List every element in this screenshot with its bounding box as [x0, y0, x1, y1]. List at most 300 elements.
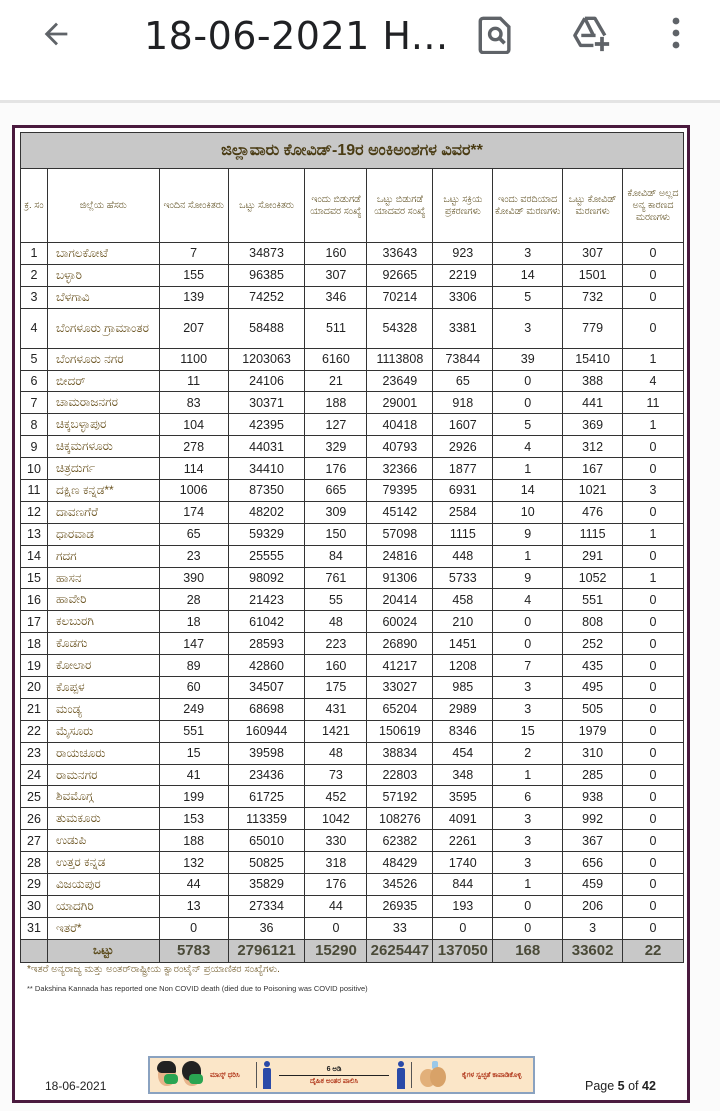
total-positive: 27334: [228, 895, 305, 917]
total-deaths: 495: [563, 677, 623, 699]
district-name: ಚಾಮರಾಜನಗರ: [47, 392, 159, 414]
table-row: [21, 545, 684, 567]
district-covid-table: [20, 132, 684, 963]
today-deaths: 39: [493, 348, 563, 370]
today-positive: 83: [159, 392, 228, 414]
table-row: [21, 830, 684, 852]
active-cases: 918: [433, 392, 493, 414]
today-positive: 15: [159, 742, 228, 764]
total-positive: 113359: [228, 808, 305, 830]
footnote-others: *ಇತರೆ ಅನ್ಯರಾಜ್ಯ ಮತ್ತು ಅಂತರ್‌ರಾಷ್ಟ್ರೀಯ ಕ್ವಾರಂಟೈನ್ ಪ್ರಯಾಣಿಕರ ಸಂಖ್ಯೆಗಳು.: [27, 964, 280, 975]
total-deaths: 808: [563, 611, 623, 633]
today-discharged: 84: [305, 545, 367, 567]
total-positive: 59329: [228, 523, 305, 545]
active-cases: 458: [433, 589, 493, 611]
district-name: ಗದಗ: [47, 545, 159, 567]
non-covid-deaths: 0: [623, 243, 684, 265]
today-discharged: 55: [305, 589, 367, 611]
total-discharged: 54328: [367, 308, 433, 348]
district-name: ರಾಮನಗರ: [47, 764, 159, 786]
total-positive: 21423: [228, 589, 305, 611]
active-cases: 73844: [433, 348, 493, 370]
today-discharged: 6160: [305, 348, 367, 370]
add-to-drive-button[interactable]: [572, 12, 612, 56]
total-deaths: 312: [563, 436, 623, 458]
district-name: ಮೈಸೂರು: [47, 720, 159, 742]
total-positive: 68698: [228, 698, 305, 720]
total-deaths: 732: [563, 286, 623, 308]
row-sl: 24: [21, 764, 48, 786]
today-discharged: 127: [305, 414, 367, 436]
table-row: [21, 458, 684, 480]
total-deaths: 938: [563, 786, 623, 808]
active-cases: 65: [433, 370, 493, 392]
row-sl: 19: [21, 655, 48, 677]
row-sl: 29: [21, 874, 48, 896]
today-deaths: 0: [493, 895, 563, 917]
total-discharged: 108276: [367, 808, 433, 830]
total-deaths: 435: [563, 655, 623, 677]
non-covid-deaths: 0: [623, 458, 684, 480]
total-deaths: 1501: [563, 264, 623, 286]
total-positive: 65010: [228, 830, 305, 852]
today-deaths: 3: [493, 243, 563, 265]
active-cases: 3306: [433, 286, 493, 308]
district-name: ವಿಜಯಪುರ: [47, 874, 159, 896]
today-deaths: 3: [493, 308, 563, 348]
table-row: [21, 370, 684, 392]
non-covid-deaths: 1: [623, 567, 684, 589]
total-discharged: 65204: [367, 698, 433, 720]
arrow-left-icon: [39, 17, 73, 51]
total-discharged: 40418: [367, 414, 433, 436]
today-discharged: 48: [305, 611, 367, 633]
today-positive: 13: [159, 895, 228, 917]
district-name: ಬಾಗಲಕೋಟೆ: [47, 243, 159, 265]
district-name: ತುಮಕೂರು: [47, 808, 159, 830]
today-positive: 155: [159, 264, 228, 286]
row-sl: 11: [21, 480, 48, 502]
today-deaths: 14: [493, 480, 563, 502]
table-row: [21, 895, 684, 917]
non-covid-deaths: 0: [623, 308, 684, 348]
row-sl: 27: [21, 830, 48, 852]
total-discharged: 48429: [367, 852, 433, 874]
active-cases: 5733: [433, 567, 493, 589]
table-row: [21, 633, 684, 655]
row-sl: 15: [21, 567, 48, 589]
pdf-viewer[interactable]: [0, 103, 720, 1111]
row-sl: 7: [21, 392, 48, 414]
today-discharged: 1042: [305, 808, 367, 830]
header-non-covid-deaths: ಕೋವಿಡ್ ಅಲ್ಲದ ಅನ್ಯ ಕಾರಣದ ಮರಣಗಳು: [623, 169, 684, 243]
today-positive: 132: [159, 852, 228, 874]
today-positive: 7: [159, 243, 228, 265]
total-positive: 36: [228, 917, 305, 939]
table-row: [21, 348, 684, 370]
back-button[interactable]: [36, 14, 76, 54]
table-row: [21, 264, 684, 286]
total-discharged: 33643: [367, 243, 433, 265]
today-deaths: 0: [493, 611, 563, 633]
total-deaths: 779: [563, 308, 623, 348]
row-sl: 25: [21, 786, 48, 808]
district-name: ಕೋಲಾರ: [47, 655, 159, 677]
total-positive: 44031: [228, 436, 305, 458]
non-covid-deaths: 0: [623, 808, 684, 830]
active-cases: 8346: [433, 720, 493, 742]
total-deaths: 167: [563, 458, 623, 480]
table-row: [21, 917, 684, 939]
table-row: [21, 742, 684, 764]
today-positive: 44: [159, 874, 228, 896]
total-positive: 34507: [228, 677, 305, 699]
person-icon: [397, 1061, 405, 1089]
hand-wash-text: ಕೈಗಳ ಸ್ವಚ್ಛತೆ ಕಾಪಾಡಿಕೊಳ್ಳಿ: [462, 1071, 522, 1079]
total-deaths: 291: [563, 545, 623, 567]
total-discharged: 23649: [367, 370, 433, 392]
total-deaths: 307: [563, 243, 623, 265]
row-sl: 20: [21, 677, 48, 699]
table-row: [21, 523, 684, 545]
today-discharged: 175: [305, 677, 367, 699]
today-deaths: 3: [493, 808, 563, 830]
active-cases: 1740: [433, 852, 493, 874]
today-discharged: 223: [305, 633, 367, 655]
table-row: [21, 308, 684, 348]
today-discharged: 150: [305, 523, 367, 545]
today-positive: 23: [159, 545, 228, 567]
non-covid-deaths: 0: [623, 874, 684, 896]
today-discharged: 160: [305, 243, 367, 265]
non-covid-deaths: 0: [623, 830, 684, 852]
total-active: 137050: [433, 939, 493, 962]
district-name: ಚಿಕ್ಕಬಳ್ಳಾಪುರ: [47, 414, 159, 436]
total-discharged: 60024: [367, 611, 433, 633]
table-row: [21, 392, 684, 414]
district-name: ಹಾಸನ: [47, 567, 159, 589]
total-today-positive: 5783: [159, 939, 228, 962]
today-positive: 28: [159, 589, 228, 611]
non-covid-deaths: 11: [623, 392, 684, 414]
total-discharged: 41217: [367, 655, 433, 677]
page-of: of: [624, 1079, 642, 1093]
total-discharged: 32366: [367, 458, 433, 480]
total-positive: 98092: [228, 567, 305, 589]
active-cases: 193: [433, 895, 493, 917]
row-sl: 16: [21, 589, 48, 611]
total-today-discharged: 15290: [305, 939, 367, 962]
today-discharged: 0: [305, 917, 367, 939]
non-covid-deaths: 0: [623, 742, 684, 764]
today-positive: 188: [159, 830, 228, 852]
total-positive: 160944: [228, 720, 305, 742]
row-sl: 17: [21, 611, 48, 633]
total-deaths: 3: [563, 917, 623, 939]
today-discharged: 160: [305, 655, 367, 677]
person-icon: [263, 1061, 271, 1089]
today-positive: 199: [159, 786, 228, 808]
district-name: ದಾವಣಗೆರೆ: [47, 501, 159, 523]
total-deaths: 310: [563, 742, 623, 764]
active-cases: 1607: [433, 414, 493, 436]
total-deaths: 15410: [563, 348, 623, 370]
today-deaths: 1: [493, 874, 563, 896]
district-name: ಬಳ್ಳಾರಿ: [47, 264, 159, 286]
row-sl: 3: [21, 286, 48, 308]
distance-bottom-text: ದೈಹಿಕ ಅಂತರ ಪಾಲಿಸಿ: [309, 1077, 359, 1085]
header-today-deaths: ಇಂದು ವರದಿಯಾದ ಕೋವಿಡ್ ಮರಣಗಳು: [493, 169, 563, 243]
today-deaths: 9: [493, 567, 563, 589]
header-today-positive: ಇಂದಿನ ಸೋಂಕಿತರು: [159, 169, 228, 243]
today-discharged: 44: [305, 895, 367, 917]
total-deaths: 367: [563, 830, 623, 852]
today-deaths: 3: [493, 677, 563, 699]
total-positive: 42860: [228, 655, 305, 677]
table-row: [21, 698, 684, 720]
footer-page-number: [585, 1079, 656, 1093]
header-sl: ಕ್ರ. ಸಂ: [21, 169, 48, 243]
non-covid-deaths: 0: [623, 917, 684, 939]
district-name: ಹಾವೇರಿ: [47, 589, 159, 611]
active-cases: 985: [433, 677, 493, 699]
total-deaths: 369: [563, 414, 623, 436]
today-positive: 114: [159, 458, 228, 480]
today-discharged: 176: [305, 874, 367, 896]
total-positive: 39598: [228, 742, 305, 764]
row-sl: 30: [21, 895, 48, 917]
header-total-discharged: ಒಟ್ಟು ಬಿಡುಗಡೆ ಯಾದವರ ಸಂಖ್ಯೆ: [367, 169, 433, 243]
row-sl: 10: [21, 458, 48, 480]
masked-face-icon: [181, 1062, 203, 1088]
total-discharged: 20414: [367, 589, 433, 611]
masked-face-icon: [156, 1062, 178, 1088]
today-deaths: 0: [493, 633, 563, 655]
header-total-positive: ಒಟ್ಟು ಸೋಂಕಿತರು: [228, 169, 305, 243]
today-positive: 278: [159, 436, 228, 458]
active-cases: 1451: [433, 633, 493, 655]
row-sl: 31: [21, 917, 48, 939]
row-sl: 12: [21, 501, 48, 523]
today-discharged: 309: [305, 501, 367, 523]
today-deaths: 14: [493, 264, 563, 286]
active-cases: 448: [433, 545, 493, 567]
today-positive: 104: [159, 414, 228, 436]
page-prefix: Page: [585, 1079, 618, 1093]
active-cases: 2584: [433, 501, 493, 523]
total-positive: 96385: [228, 264, 305, 286]
total-deaths: 1115: [563, 523, 623, 545]
non-covid-deaths: 0: [623, 655, 684, 677]
row-sl: 13: [21, 523, 48, 545]
today-discharged: 48: [305, 742, 367, 764]
district-name: ಕೊಪ್ಪಳ: [47, 677, 159, 699]
total-label: ಒಟ್ಟು: [47, 939, 159, 962]
today-discharged: 665: [305, 480, 367, 502]
today-deaths: 5: [493, 286, 563, 308]
row-sl: 23: [21, 742, 48, 764]
district-name: ಇತರೆ*: [47, 917, 159, 939]
distance-arrow-icon: [279, 1075, 389, 1076]
row-sl: 9: [21, 436, 48, 458]
row-sl: 5: [21, 348, 48, 370]
table-row: [21, 414, 684, 436]
today-discharged: 431: [305, 698, 367, 720]
active-cases: 1115: [433, 523, 493, 545]
non-covid-deaths: 0: [623, 545, 684, 567]
today-deaths: 7: [493, 655, 563, 677]
active-cases: 3595: [433, 786, 493, 808]
today-deaths: 3: [493, 852, 563, 874]
total-deaths: 459: [563, 874, 623, 896]
non-covid-deaths: 0: [623, 764, 684, 786]
active-cases: 844: [433, 874, 493, 896]
non-covid-deaths: 0: [623, 786, 684, 808]
total-total-positive: 2796121: [228, 939, 305, 962]
today-positive: 174: [159, 501, 228, 523]
total-deaths: 476: [563, 501, 623, 523]
header-district: ಜಿಲ್ಲೆಯ ಹೆಸರು: [47, 169, 159, 243]
active-cases: 2989: [433, 698, 493, 720]
district-name: ಕಲಬುರಗಿ: [47, 611, 159, 633]
district-name: ಚಿಕ್ಕಮಗಳೂರು: [47, 436, 159, 458]
total-discharged: 91306: [367, 567, 433, 589]
non-covid-deaths: 1: [623, 348, 684, 370]
mask-text: ಮಾಸ್ಕ್ ಧರಿಸಿ: [210, 1071, 240, 1079]
total-positive: 1203063: [228, 348, 305, 370]
footnote-dakshina-kannada: ** Dakshina Kannada has reported one Non COVID death (died due to Poisoning was COVID positive): [27, 984, 368, 993]
total-deaths: 656: [563, 852, 623, 874]
active-cases: 3381: [433, 308, 493, 348]
total-discharged: 33: [367, 917, 433, 939]
total-positive: 61725: [228, 786, 305, 808]
district-name: ಉತ್ತರ ಕನ್ನಡ: [47, 852, 159, 874]
total-deaths: 206: [563, 895, 623, 917]
total-discharged: 26890: [367, 633, 433, 655]
total-discharged: 40793: [367, 436, 433, 458]
today-deaths: 3: [493, 830, 563, 852]
total-non-covid-deaths: 22: [623, 939, 684, 962]
today-deaths: 15: [493, 720, 563, 742]
distance-top-text: 6 ಅಡಿ: [326, 1065, 342, 1073]
today-discharged: 330: [305, 830, 367, 852]
non-covid-deaths: 0: [623, 895, 684, 917]
today-deaths: 1: [493, 764, 563, 786]
covid-safety-banner: [148, 1056, 535, 1094]
row-sl: 4: [21, 308, 48, 348]
district-name: ಬೀದರ್: [47, 370, 159, 392]
table-row: [21, 808, 684, 830]
today-positive: 41: [159, 764, 228, 786]
table-row: [21, 501, 684, 523]
today-positive: 207: [159, 308, 228, 348]
total-total-deaths: 33602: [563, 939, 623, 962]
app-bar: [0, 0, 720, 100]
total-deaths: 1052: [563, 567, 623, 589]
total-positive: 42395: [228, 414, 305, 436]
district-name: ಮಂಡ್ಯ: [47, 698, 159, 720]
find-in-page-button[interactable]: [476, 12, 516, 56]
total-positive: 34873: [228, 243, 305, 265]
row-sl: 1: [21, 243, 48, 265]
today-deaths: 10: [493, 501, 563, 523]
row-sl: 22: [21, 720, 48, 742]
table-row: [21, 286, 684, 308]
non-covid-deaths: 1: [623, 414, 684, 436]
row-sl: 26: [21, 808, 48, 830]
banner-separator: [256, 1062, 257, 1088]
non-covid-deaths: 0: [623, 611, 684, 633]
today-discharged: 21: [305, 370, 367, 392]
non-covid-deaths: 0: [623, 677, 684, 699]
table-row: [21, 480, 684, 502]
total-discharged: 57192: [367, 786, 433, 808]
table-row: [21, 786, 684, 808]
total-discharged: 79395: [367, 480, 433, 502]
today-discharged: 761: [305, 567, 367, 589]
non-covid-deaths: 4: [623, 370, 684, 392]
district-name: ಶಿವಮೊಗ್ಗ: [47, 786, 159, 808]
table-row: [21, 677, 684, 699]
non-covid-deaths: 0: [623, 698, 684, 720]
total-positive: 28593: [228, 633, 305, 655]
total-positive: 50825: [228, 852, 305, 874]
active-cases: 210: [433, 611, 493, 633]
today-deaths: 5: [493, 414, 563, 436]
total-discharged: 24816: [367, 545, 433, 567]
today-discharged: 346: [305, 286, 367, 308]
district-name: ಬೆಳಗಾವಿ: [47, 286, 159, 308]
today-positive: 1006: [159, 480, 228, 502]
district-name: ಬೆಂಗಳೂರು ನಗರ: [47, 348, 159, 370]
table-row: [21, 589, 684, 611]
today-deaths: 4: [493, 589, 563, 611]
today-positive: 60: [159, 677, 228, 699]
total-discharged: 38834: [367, 742, 433, 764]
more-options-button[interactable]: [656, 12, 696, 56]
today-deaths: 2: [493, 742, 563, 764]
table-row: [21, 611, 684, 633]
hand-wash-icon: [418, 1061, 448, 1089]
find-in-page-icon: [478, 14, 514, 54]
non-covid-deaths: 0: [623, 286, 684, 308]
total-discharged: 26935: [367, 895, 433, 917]
today-deaths: 0: [493, 392, 563, 414]
district-name: ಕೊಡಗು: [47, 633, 159, 655]
total-total-discharged: 2625447: [367, 939, 433, 962]
district-name: ಧಾರವಾಡ: [47, 523, 159, 545]
district-name: ರಾಯಚೂರು: [47, 742, 159, 764]
today-discharged: 73: [305, 764, 367, 786]
active-cases: 4091: [433, 808, 493, 830]
total-discharged: 62382: [367, 830, 433, 852]
total-discharged: 29001: [367, 392, 433, 414]
total-discharged: 33027: [367, 677, 433, 699]
active-cases: 6931: [433, 480, 493, 502]
total-positive: 30371: [228, 392, 305, 414]
header-active: ಒಟ್ಟು ಸಕ್ರಿಯ ಪ್ರಕರಣಗಳು: [433, 169, 493, 243]
today-deaths: 4: [493, 436, 563, 458]
row-sl: 6: [21, 370, 48, 392]
banner-separator: [411, 1062, 412, 1088]
total-positive: 74252: [228, 286, 305, 308]
total-sl: [21, 939, 48, 962]
non-covid-deaths: 0: [623, 720, 684, 742]
non-covid-deaths: 0: [623, 589, 684, 611]
today-positive: 0: [159, 917, 228, 939]
district-name: ಯಾದಗಿರಿ: [47, 895, 159, 917]
table-row: [21, 764, 684, 786]
